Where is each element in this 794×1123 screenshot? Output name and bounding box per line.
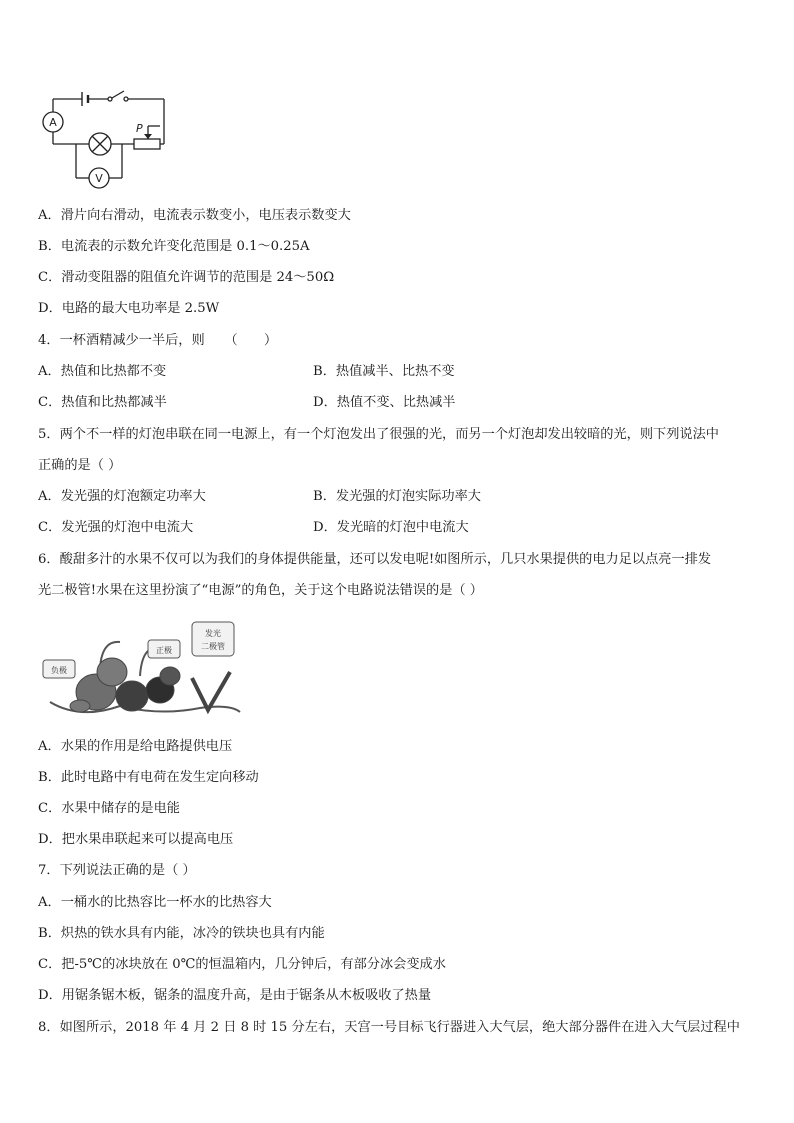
- q5-option-c: C．发光强的灯泡中电流大: [38, 520, 194, 535]
- q3-option-d: D．电路的最大电功率是 2.5W: [38, 301, 220, 316]
- ammeter-label: A: [49, 116, 57, 129]
- led-label-line2: 二极管: [201, 642, 225, 651]
- q6-option-c: C．水果中储存的是电能: [38, 801, 180, 816]
- q4-option-b: B．热值减半、比热不变: [313, 364, 455, 379]
- q4-option-d: D．热值不变、比热减半: [313, 395, 456, 410]
- negative-label: 负极: [51, 666, 67, 675]
- slider-label: P: [136, 122, 143, 135]
- fruit-battery-figure: [40, 620, 244, 722]
- q5-stem-line1: 5．两个不一样的灯泡串联在同一电源上，有一个灯泡发出了很强的光，而另一个灯泡却发出较暗的光，则下列说法中: [38, 427, 719, 442]
- q6-option-b: B．此时电路中有电荷在发生定向移动: [38, 770, 259, 785]
- q7-option-d: D．用锯条锯木板，锯条的温度升高，是由于锯条从木板吸收了热量: [38, 988, 432, 1003]
- q4-stem: 4．一杯酒精减少一半后，则 （ ）: [38, 333, 278, 348]
- q7-option-b: B．炽热的铁水具有内能，冰冷的铁块也具有内能: [38, 926, 325, 941]
- q4-option-c: C．热值和比热都减半: [38, 395, 167, 410]
- q6-option-d: D．把水果串联起来可以提高电压: [38, 832, 234, 847]
- voltmeter-label: V: [95, 172, 103, 185]
- q6-stem-line2: 光二极管!水果在这里扮演了“电源”的角色，关于这个电路说法错误的是（ ）: [38, 583, 483, 598]
- q8-stem-line1: 8．如图所示，2018 年 4 月 2 日 8 时 15 分左右，天宫一号目标飞行器进入大气层，绝大部分器件在进入大气层过程中: [38, 1020, 740, 1035]
- q5-option-d: D．发光暗的灯泡中电流大: [313, 520, 469, 535]
- q4-option-a: A．热值和比热都不变: [38, 364, 167, 379]
- q3-option-a: A．滑片向右滑动，电流表示数变小，电压表示数变大: [38, 208, 351, 223]
- slider-arrow-icon: [144, 134, 152, 139]
- q7-option-c: C．把-5℃的冰块放在 0℃的恒温箱内，几分钟后，有部分冰会变成水: [38, 957, 446, 972]
- q5-stem-line2: 正确的是（ ）: [38, 458, 122, 473]
- q3-option-c: C．滑动变阻器的阻值允许调节的范围是 24～50Ω: [38, 270, 335, 285]
- q6-stem-line1: 6．酸甜多汁的水果不仅可以为我们的身体提供能量，还可以发电呢!如图所示，几只水果提供的电力足以点亮一排发: [38, 552, 712, 567]
- q7-option-a: A．一桶水的比热容比一杯水的比热容大: [38, 895, 272, 910]
- q7-stem: 7．下列说法正确的是（ ）: [38, 863, 196, 878]
- led-label-line1: 发光: [205, 629, 221, 638]
- q3-option-b: B．电流表的示数允许变化范围是 0.1～0.25A: [38, 239, 310, 254]
- q5-option-a: A．发光强的灯泡额定功率大: [38, 489, 206, 504]
- circuit-diagram: [36, 84, 170, 192]
- q5-option-b: B．发光强的灯泡实际功率大: [313, 489, 481, 504]
- positive-label: 正极: [156, 646, 172, 655]
- q6-option-a: A．水果的作用是给电路提供电压: [38, 739, 233, 754]
